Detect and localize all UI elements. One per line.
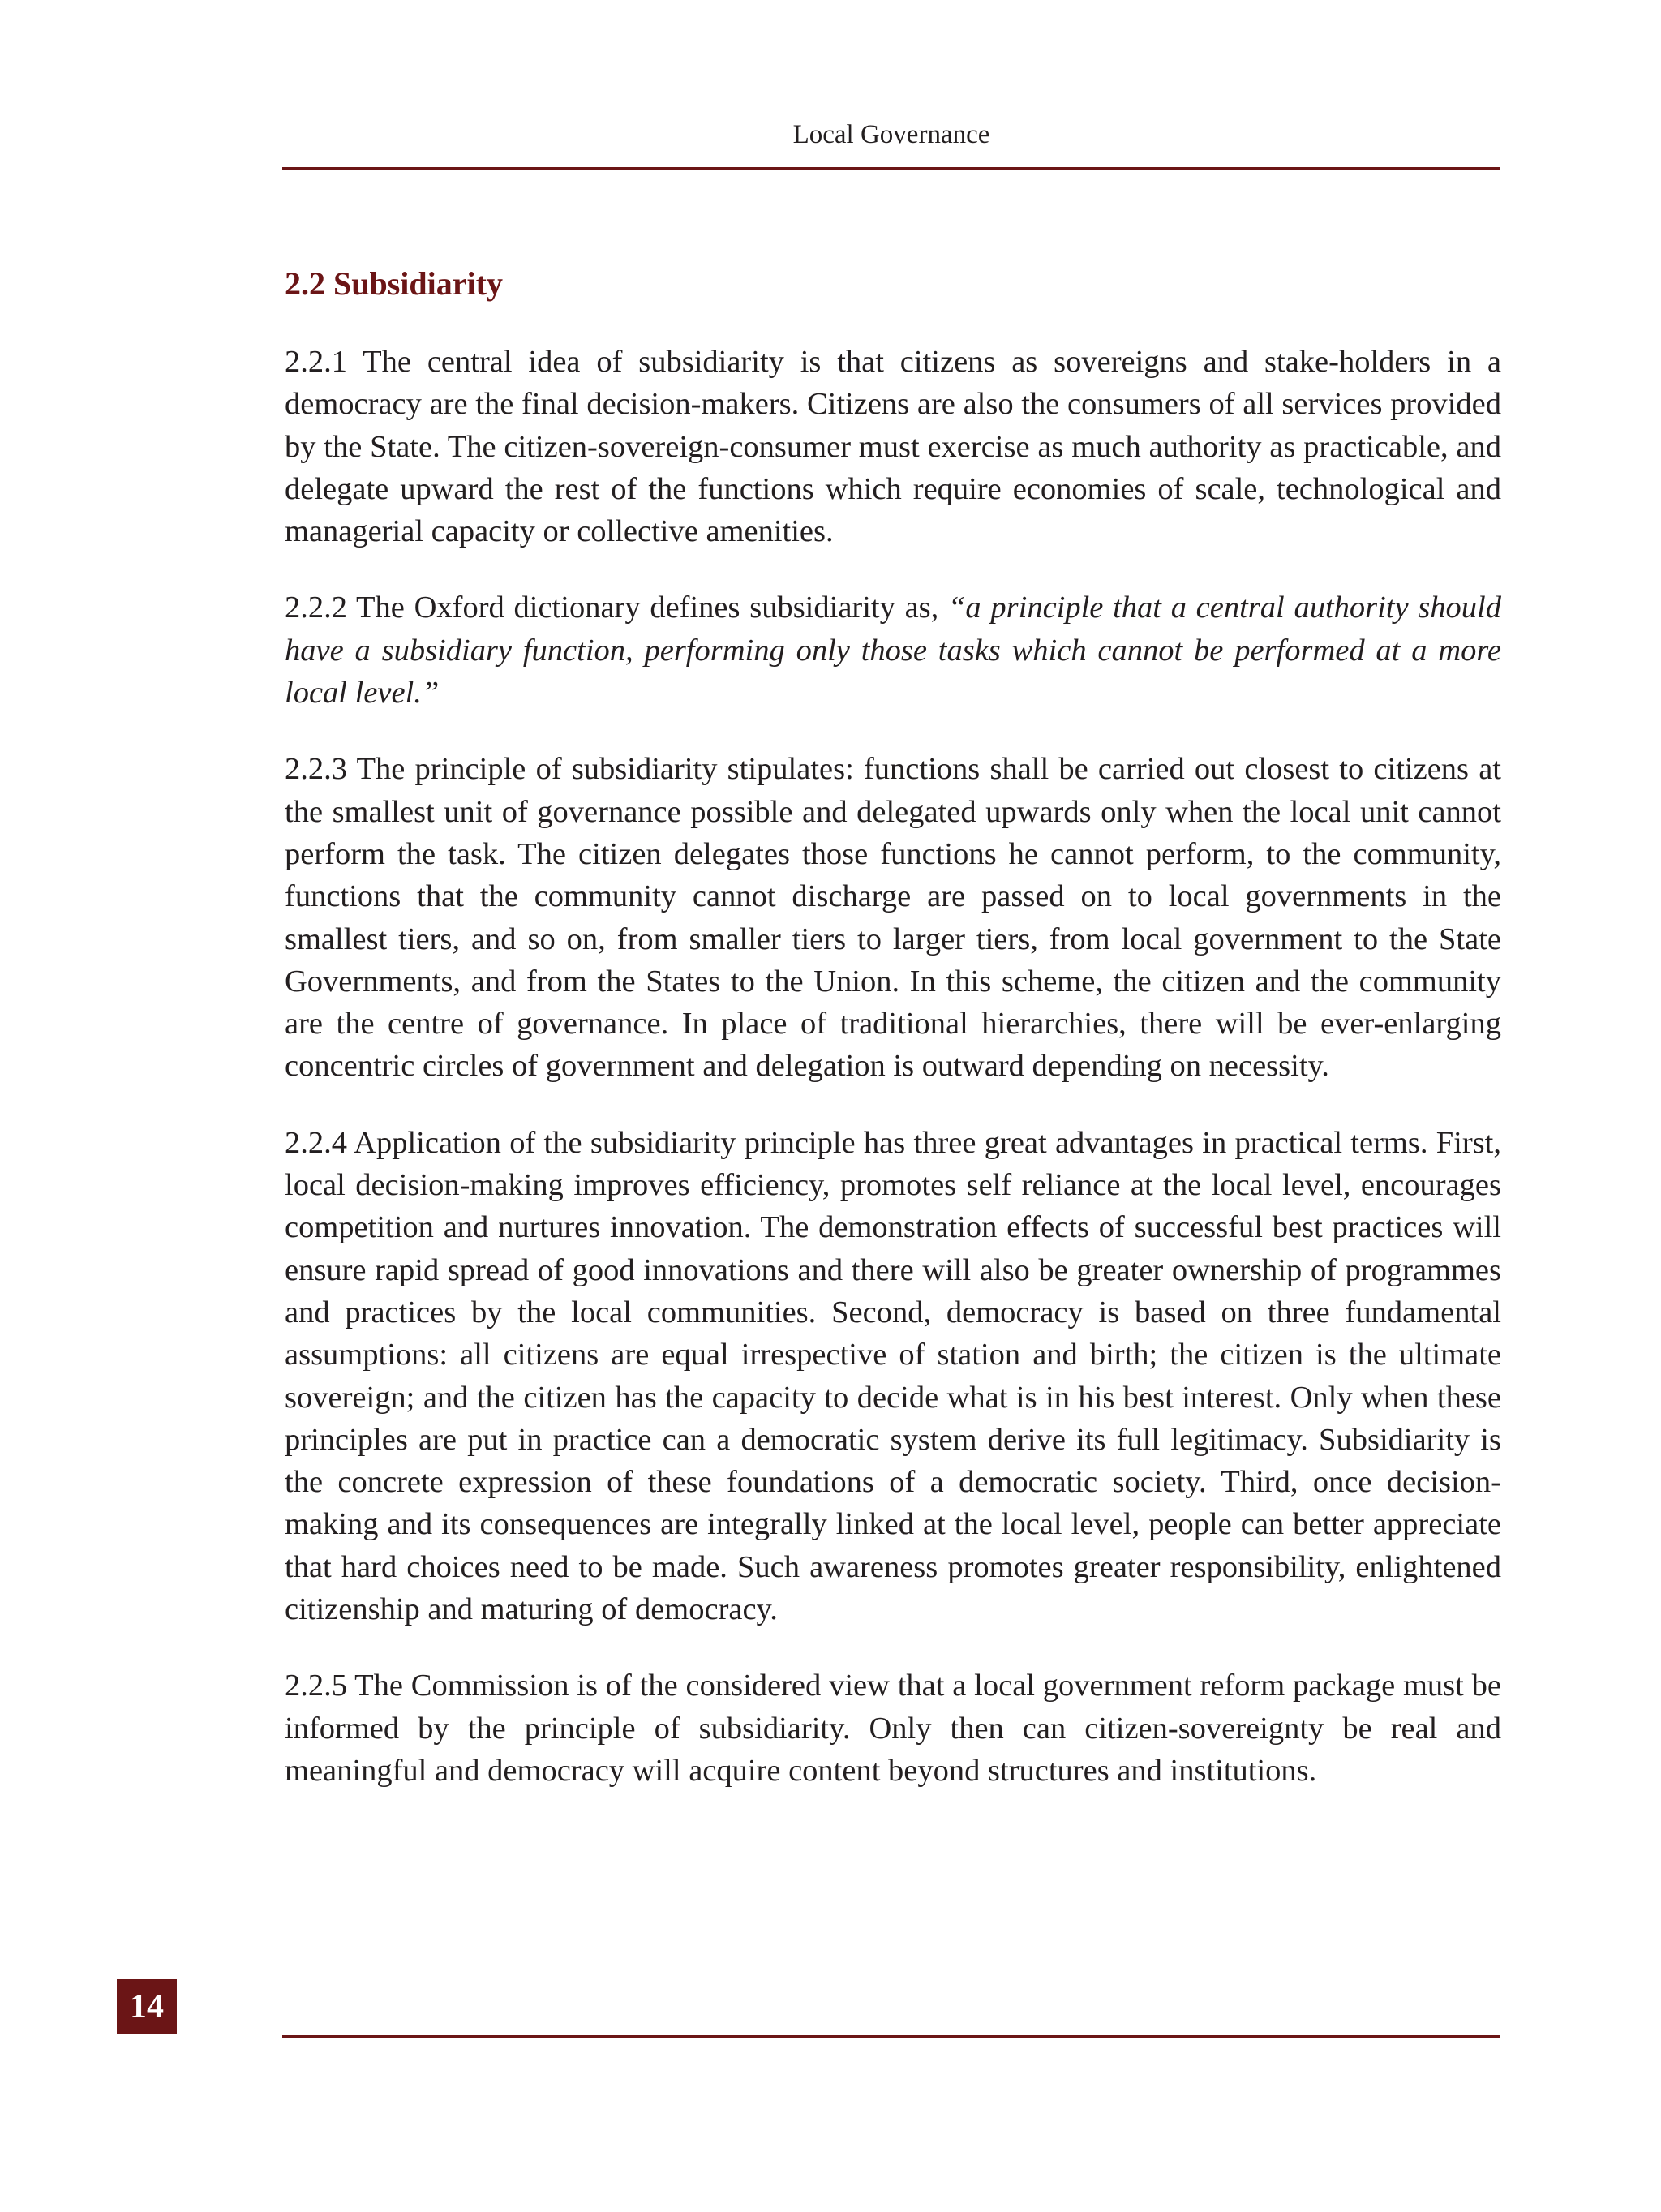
section-title: 2.2 Subsidiarity [285,265,503,302]
page-body [285,258,1501,1826]
dictionary-quote: “a principle that a central authority should have a subsidiary function, performing only those tasks which cannot be performed at a more local level.” [285,591,1502,711]
paragraph-number: 2.2.1 [285,345,347,379]
paragraph-text: The principle of subsidiarity stipulates: functions shall be carried out closest to citizens at the smallest unit of governance possible and delegated upwards only when the local unit cannot perform the task. The citizen delegates those functions he cannot perform, to the community, functions that the community cannot discharge are passed on to local governments in the smallest tiers, and so on, from smaller tiers to larger tiers, from local government to the State Governments, and from the States to the Union. In this scheme, the citizen and the community are the centre of governance. In place of traditional hierarchies, there will be ever-enlarging concentric circles of government and delegation is outward depending on necessity. [285,752,1501,1084]
paragraph-2-2-5 [285,1664,1501,1792]
paragraph-text: The central idea of subsidiarity is that citizens as sovereigns and stake-holders in a democracy are the final decision-makers. Citizens are also the consumers of all services provided by the State. The citizen-sovereign-consumer must exercise as much authority as practicable, and delegate upward the rest of the functions which require economies of scale, technological and managerial capacity or collective amenities. [285,345,1501,549]
paragraph-number: 2.2.2 [285,591,347,625]
paragraph-2-2-2 [285,586,1501,714]
paragraph-number: 2.2.5 [285,1669,347,1703]
paragraph-2-2-4 [285,1122,1501,1631]
page-number-badge: 14 [117,1979,177,2034]
paragraph-text: Application of the subsidiarity principle has three great advantages in practical terms. First, local decision-making improves efficiency, promotes self reliance at the local level, encourages competition and nurtures innovation. The demonstration effects of successful best practices will ensure rapid spread of good innovations and there will also be greater ownership of programmes and practices by the local communities. Second, democracy is based on three fundamental assumptions: all citizens are equal irrespective of station and birth; the citizen is the ultimate sovereign; and the citizen has the capacity to decide what is in his best interest. Only when these principles are put in practice can a democratic system derive its full legitimacy. Subsidiarity is the concrete expression of these foundations of a democratic society. Third, once decision-making and its consequences are integrally linked at the local level, people can better appreciate that hard choices need to be made. Such awareness promotes greater responsibility, enlightened citizenship and maturing of democracy. [285,1125,1501,1627]
paragraph-2-2-3 [285,748,1501,1087]
footer-rule [282,2035,1500,2038]
header-rule [282,167,1500,170]
paragraph-number: 2.2.4 [285,1125,347,1160]
paragraph-number: 2.2.3 [285,752,347,787]
paragraph-2-2-1 [285,341,1501,552]
paragraph-text: The Oxford dictionary defines subsidiarity as, [356,591,939,625]
running-header-title: Local Governance [792,120,990,149]
paragraph-text: The Commission is of the considered view that a local government reform package must be informed by the principle of subsidiarity. Only then can citizen-sovereignty be real and meaningful and democracy will acquire content beyond structures and institutions. [285,1669,1502,1788]
